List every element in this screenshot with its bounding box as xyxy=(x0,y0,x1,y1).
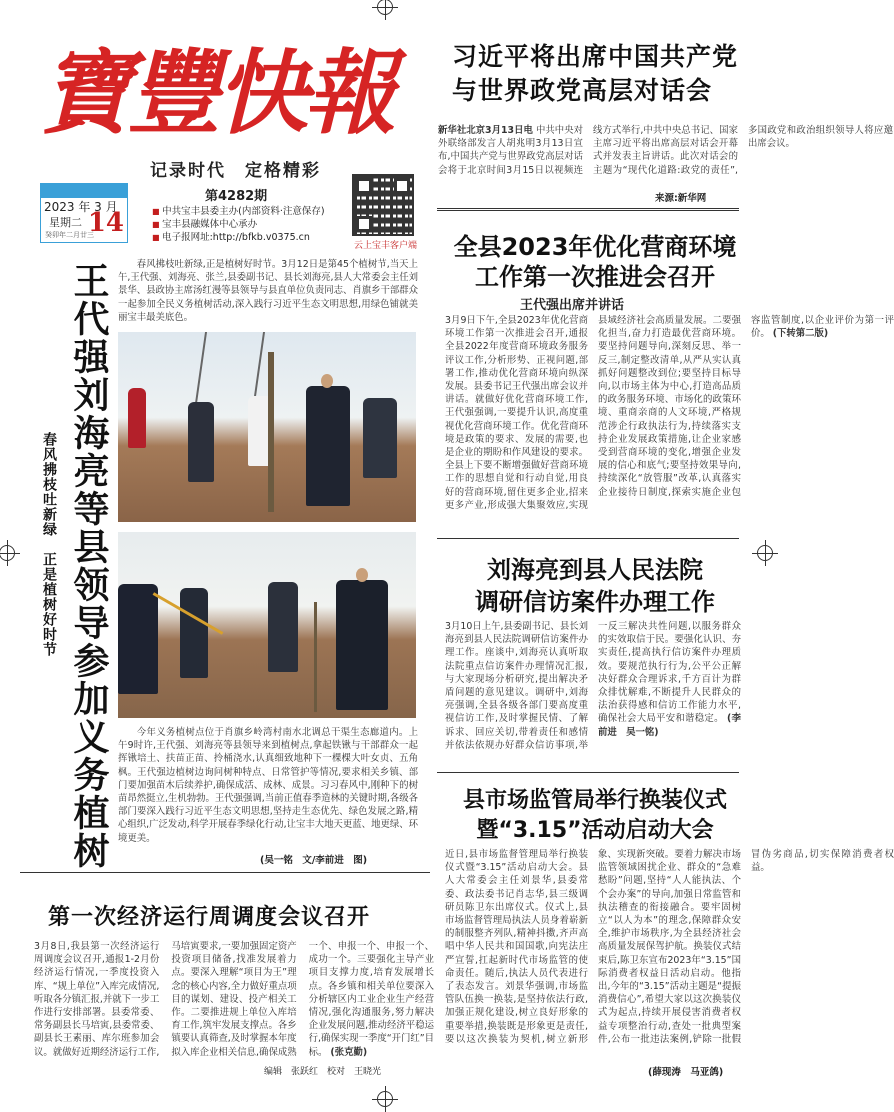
registration-mark xyxy=(377,1091,393,1107)
photo-tree-planting-2 xyxy=(118,532,416,718)
registration-mark xyxy=(757,545,773,561)
article5-body xyxy=(34,940,434,1062)
divider xyxy=(20,872,430,873)
article3-title: 刘海亮到县人民法院 调研信访案件办理工作 xyxy=(475,556,715,616)
registration-mark xyxy=(0,545,15,561)
feature-title: 王代强刘海亮等县领导参加义务植树 xyxy=(68,262,109,870)
registration-mark xyxy=(377,0,393,15)
article4-title: 县市场监管局举行换装仪式 暨“3.15”活动启动大会 xyxy=(462,788,727,843)
date-weekday: 星期二 xyxy=(49,216,82,229)
date-box xyxy=(40,183,128,243)
article4-text: 近日,县市场监督管理局举行换装仪式暨“3.15”活动启动大会。县人大常委会主任刘景华,县委常委、政法委书记肖志华,县三级调研员陈卫东出席仪式。仪式上,县市场监督管理局执法人员身着崭新的制服整齐列队,精神抖擞,齐声高唱中华人民共和国国歌,向宪法庄严宣誓,扛起新时代市场监管的使命责任。随后,执法人员代表进行了表态发言。刘景华强调,市场监管队伍换一换装,是坚持依法行政,加强正规化建设,树立良好形象的重要举措,换装既是形象更是责任,要以这次换装为契机,树立新形象、实现新突破。要着力解决市场监管领域困扰企业、群众的“急难愁盼”问题,坚持“人人能执法、个个会办案”的导向,加强日常监管和执法稽查的衔接融合。要牢固树立“以人为本”的理念,保障群众安全,维护市场秩序,为全县经济社会高质量发展保驾护航。换装仪式结束后,陈卫东宣布2023年“3.15”国际消费者权益日活动启动。他指出,今年的“3.15”活动主题是“提振消费信心”,希望大家以这次换装仪式为起点,持续开展侵害消费者权益专项整治行动,查处一批典型案件,公布一批违法案例,铲除一批假冒伪劣商品,切实保障消费者权益。 xyxy=(445,849,894,1045)
masthead-logo: 寶豐快報 xyxy=(40,39,393,147)
article1-source: 来源:新华网 xyxy=(655,193,707,204)
date-year-month: 2023 年 3 月 xyxy=(44,200,118,214)
issue-number: 第4282期 xyxy=(205,189,268,204)
feature-body: 今年义务植树点位于肖旗乡岭湾村南水北调总干渠生态廊道内。上午9时许,王代强、刘海亮等县领导来到植树点,拿起铁锹与干部群众一起挥锹培土、扶苗正苗、拎桶浇水,认真细致地种下一棵棵大叶女贞、五角枫。王代强边植树边询问树种特点、日常管护等情况,要求相关乡镇、部门要加强苗木后续养护,确保成活、成林、成景。习习春风中,刚种下的树苗昂然挺立,生机勃勃。王代强强调,当前正值春季造林的关键时期,各级各部门要深入践行习近平生态文明思想,坚持走生态优先、绿色发展之路,精心组织,广泛发动,科学开展春季绿化行动,让宝丰大地天更蓝、地更绿、环境更美。 xyxy=(118,727,418,844)
article3-body xyxy=(445,620,741,762)
article2-subtitle: 王代强出席并讲话 xyxy=(520,298,625,313)
article2-body xyxy=(445,314,894,524)
divider xyxy=(437,772,739,773)
article4-credit: (薛现涛 马亚鸽) xyxy=(648,1067,724,1078)
article5-title: 第一次经济运行周调度会议召开 xyxy=(48,905,371,930)
feature-credit: (吴一铭 文/李前进 图) xyxy=(260,855,368,866)
article5-text: 3月8日,我县第一次经济运行周调度会议召开,通报1-2月份经济运行情况,一季度投资入库、“规上单位”入库完成情况,听取各分镇汇报,并就下一步工作进行安排部署。县委常委、常务副县长马培寅,县委常委、副县长王素丽、库尔班参加会议。就做好近期经济运行工作,马培寅要求,一要加强固定资产投资项目储备,找准发展着力点。要深入理解“项目为王”理念的核心内容,全力做好重点项目的谋划、建设、投产相关工作。二要推进规上单位入库培育工作,筑牢发展支撑点。各乡镇要认真筛查,及时掌握本年度拟入库企业相关信息,确保成熟一个、申报一个、申报一个、成功一个。三要强化主导产业项目支撑力度,培育发展增长点。各乡镇和相关单位要深入分析辖区内工业企业生产经营情况,强化沟通服务,努力解决企业发展问题,推动经济平稳运行,确保实现一季度“开门红”目标。 xyxy=(34,941,434,1058)
editor-footer: 编辑 张跃红 校对 王晓光 xyxy=(264,1067,382,1077)
qr-caption: 云上宝丰客户端 xyxy=(354,241,418,251)
info-line: ■ 电子报网址:http://bfkb.v0375.cn xyxy=(152,231,325,244)
article3-text: 3月10日上午,县委副书记、县长刘海亮到县人民法院调研信访案件办理工作。座谈中,刘海亮认真听取法院重点信访案件办理情况汇报,与大家现场分析研究,提出解决矛盾问题的意见建议。调研中,刘海亮强调,全县各级各部门要高度重视信访工作,及时掌握民情、了解诉求、回应关切,带着责任和感情并依法依规办好群众信访事项,举一反三解决共性问题,以服务群众的实效取信于民。要强化认识、夯实责任,提高执行信访案件办理质效。要规范执行行为,公平公正解决好群众合理诉求,千方百计为群众排忧解难,不断提升人民群众的法治获得感和信访工作能力水平,确保社会大局平安和谐稳定。 xyxy=(445,621,741,751)
article4-body xyxy=(445,848,894,1058)
slogan: 记录时代 定格精彩 xyxy=(150,161,321,181)
feature-subtitle: 春风拂枝吐新绿 正是植树好时节 xyxy=(41,432,57,657)
photo-tree-planting-1 xyxy=(118,332,416,522)
date-day: 14 xyxy=(87,208,124,238)
info-line: ■ 宝丰县融媒体中心承办 xyxy=(152,218,325,231)
article3-credit: (李前进 吴一铭) xyxy=(598,713,741,738)
article1-body xyxy=(438,124,893,186)
article2-title: 全县2023年优化营商环境 工作第一次推进会召开 xyxy=(453,233,737,291)
article1-text: 中共中央对外联络部发言人胡兆明3月13日宣布,中国共产党与世界政党高层对话会将于北京时间3月15日以视频连线方式举行,中共中央总书记、国家主席习近平将出席高层对话会开幕式并发表主旨讲话。此次对话会的主题为“现代化道路:政党的责任”,多国政党和政治组织领导人将应邀出席会议。 xyxy=(438,125,893,176)
feature-intro: 春风拂枝吐新绿,正是植树好时节。3月12日是第45个植树节,当天上午,王代强、刘海亮、张兰,县委副书记、县长刘海亮,县人大常委会主任刘景华、县政协主席汤红漫等县领导与县直单位负责同志、肖旗乡干部群众一起参加全民义务植树活动,深入践行习近平生态文明思想,用绿色铺就美丽宝丰最美底色。 xyxy=(118,259,419,323)
divider xyxy=(437,208,739,209)
article2-continued: (下转第二版) xyxy=(772,328,829,340)
article5-credit: (张克勤) xyxy=(330,1046,368,1058)
article2-text: 3月9日下午,全县2023年优化营商环境工作第一次推进会召开,通报全县2022年度营商环境政务服务评议工作,分析形势、正视问题,部署工作,推动优化营商环境向纵深发展。县委书记王代强出席会议并讲话。就做好优化营商环境工作,王代强强调,一要提升认识,高度重视优化营商环境工作。优化营商环境是政策的要求、发展的需要,也是企业的期盼和作风建设的要求。全县上下要不断增强做好营商环境工作的思想自觉和行动自觉,用良好的营商环境,留住更多企业,招来更多产业,形成强大集聚效应,实现县域经济社会高质量发展。二要强化担当,奋力打造最优营商环境。要坚持问题导向,深刻反思、举一反三,制定整改清单,从严从实认真抓好问题整改到位;要坚持目标导向,以市场主体为中心,打造高品质的政务服务环境、市场化的政策环境、重商亲商的人文环境,严格规范涉企行政执法行为,持续落实支持企业发展政策措施,让企业家感受到营商环境的变化,增强企业发展的信心和底气;要坚持效果导向,持续深化“放管服”改革,认真落实企业接待日制度,探索实施企业包容监管制度,以企业评价为第一评价。 xyxy=(445,315,894,511)
date-lunar: 癸卯年二月廿三 xyxy=(45,231,94,239)
divider xyxy=(437,210,739,211)
info-line: ■ 中共宝丰县委主办(内部资料·注意保存) xyxy=(152,205,325,218)
publisher-info xyxy=(152,205,325,244)
article1-dateline: 新华社北京3月13日电 xyxy=(438,125,533,136)
qr-code-icon xyxy=(352,174,414,236)
article1-title: 习近平将出席中国共产党 与世界政党高层对话会 xyxy=(452,42,739,105)
divider xyxy=(437,538,739,539)
